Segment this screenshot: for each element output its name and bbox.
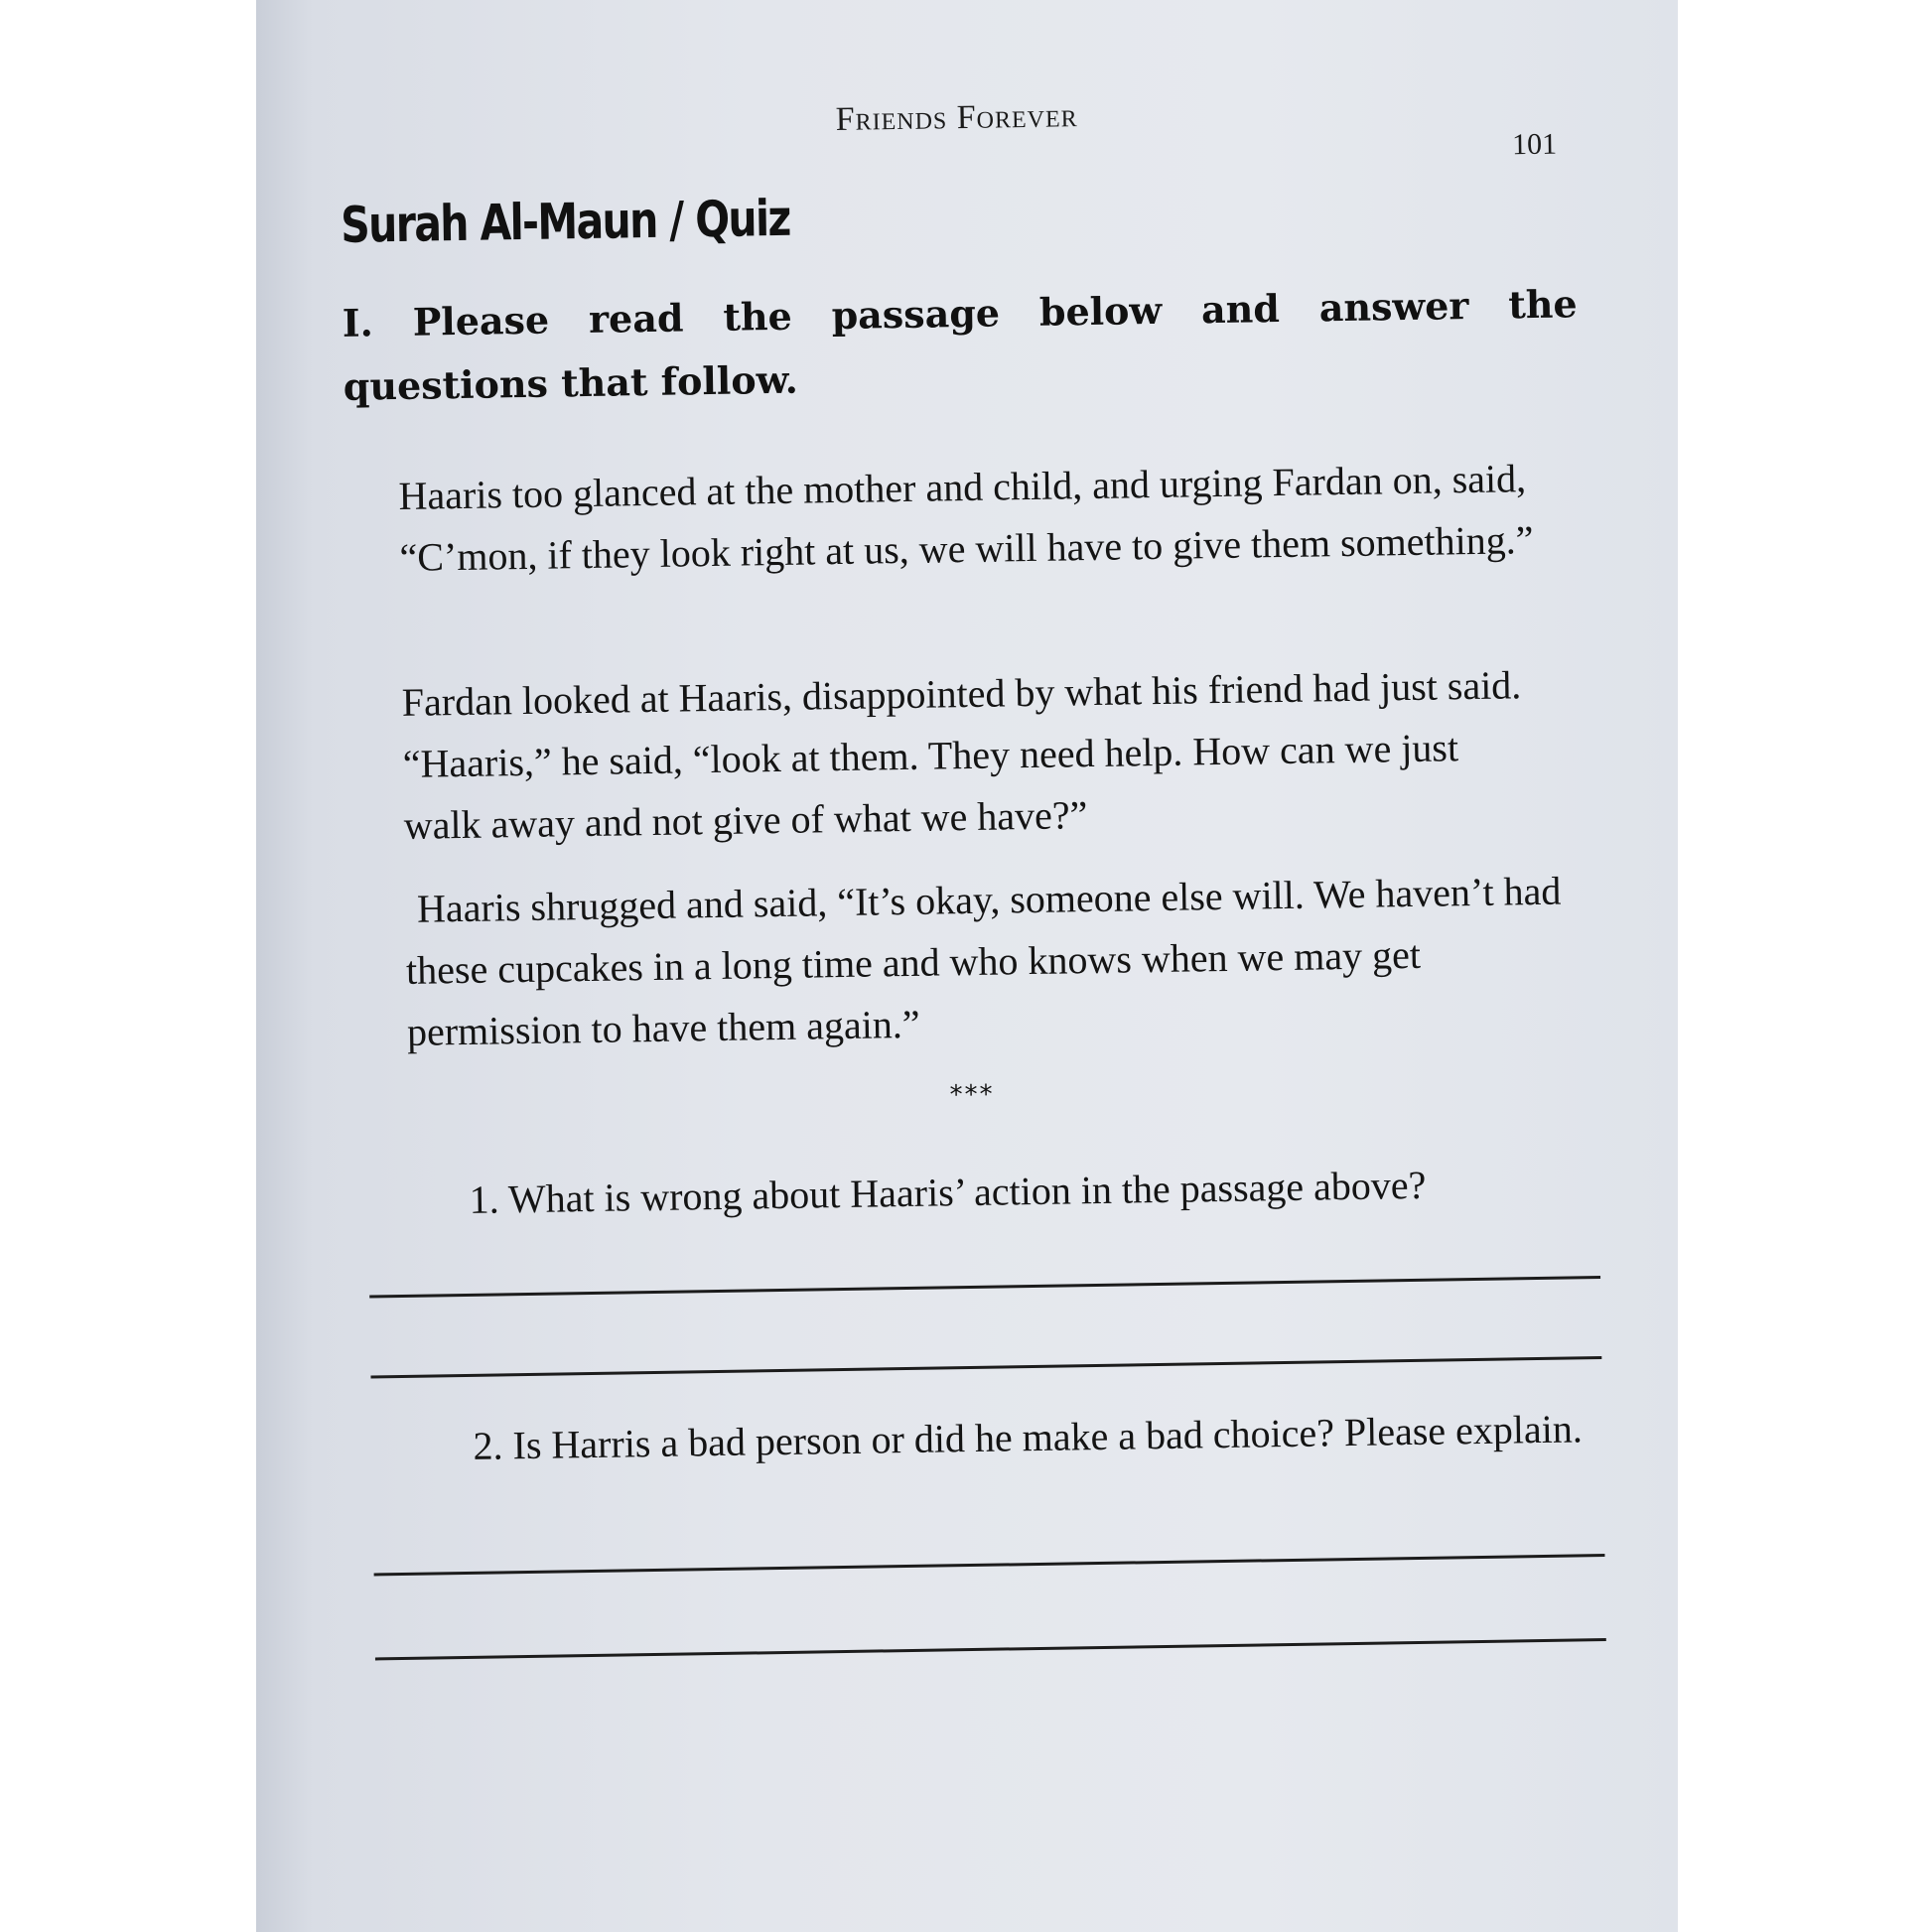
quiz-instruction: I. Please read the passage below and answer the questions that follow. <box>342 281 1579 409</box>
question-2: 2. Is Harris a bad person or did he make a bad choice? Please explain. <box>473 1406 1584 1468</box>
passage-paragraph: Fardan looked at Haaris, disappointed by what his friend had just said. “Haaris,” he said, “look at them. They need help. How can we just walk away and not give of what we have?” <box>401 662 1522 848</box>
passage-paragraph: Haaris too glanced at the mother and child, and urging Fardan on, said, “C’mon, if they look right at us, we will have to give them something.” <box>398 456 1534 580</box>
passage-paragraph: Haaris shrugged and said, “It’s okay, someone else will. We haven’t had these cupcakes in a long time and who knows when we may get permission to have them again.” <box>405 868 1562 1054</box>
question-1: 1. What is wrong about Haaris’ action in the passage above? <box>469 1162 1427 1222</box>
answer-line <box>370 1356 1601 1378</box>
page-number: 101 <box>1511 127 1558 162</box>
running-header-title: Friends Forever <box>835 97 1078 138</box>
page-content <box>256 0 1678 1932</box>
answer-line <box>374 1554 1605 1576</box>
book-page <box>256 0 1678 1932</box>
section-divider: *** <box>949 1079 995 1111</box>
answer-line <box>369 1276 1600 1298</box>
answer-line <box>375 1638 1606 1660</box>
quiz-title: Surah Al-Maun / Quiz <box>340 189 791 254</box>
